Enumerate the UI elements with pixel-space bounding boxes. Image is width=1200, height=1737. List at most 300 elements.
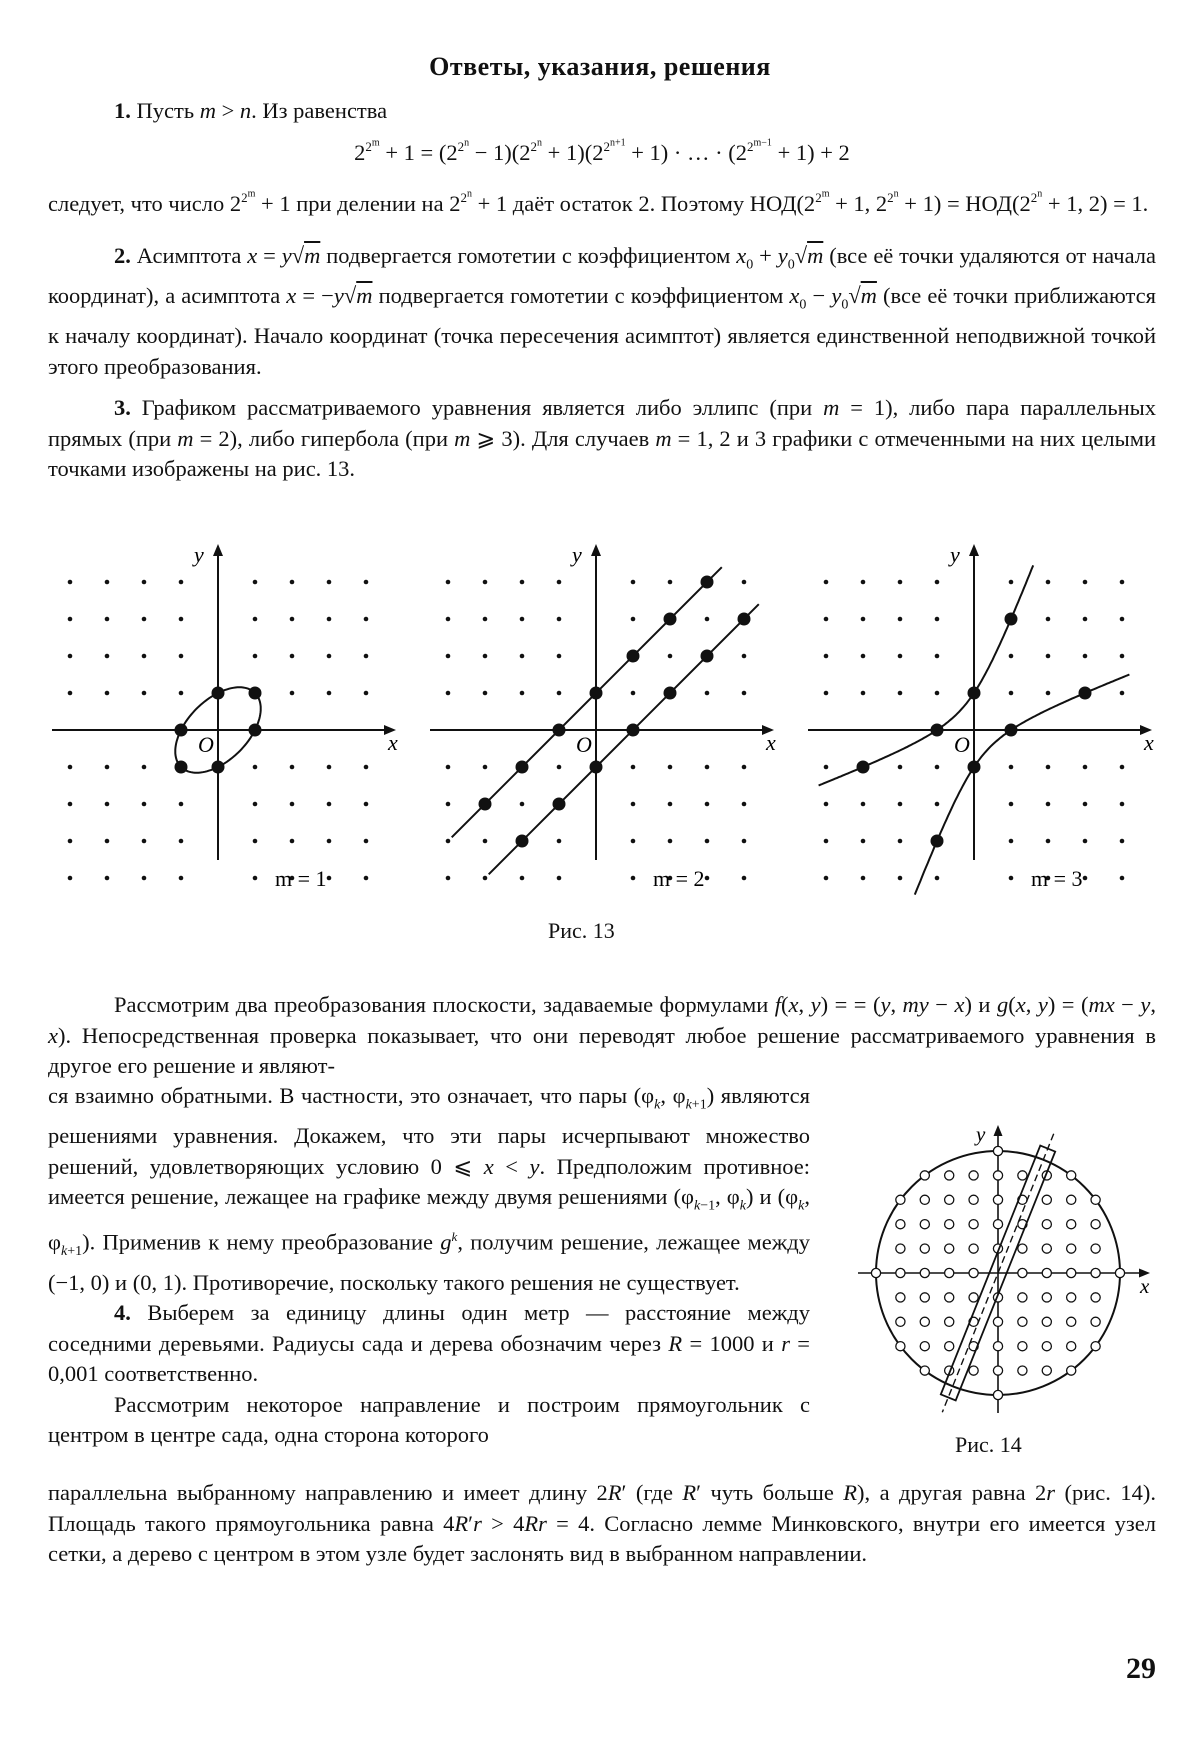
grid-dot — [446, 839, 451, 844]
line-y-eq-x-minus-1 — [489, 604, 759, 874]
tree — [993, 1317, 1002, 1326]
answer-2: 2. Асимптота x = y√m подвергается гомотетии с коэффициентом x0 + y0√m (все её точки удаляются от начала координат), а асимптота x = −y√m подвергается гомотетии с коэффициентом x0 − y0√m (все её точки приближаются к началу координат). Начало координат (точка пересечения асимптот) является единственной неподвижной точкой этого преобразования. — [48, 241, 1156, 382]
answer-1-formula: 22m + 1 = (22n − 1)(22n + 1)(22n+1 + 1) · … · (22m−1 + 1) + 2 — [48, 138, 1156, 166]
grid-dot — [1046, 580, 1051, 585]
grid-dot — [142, 839, 147, 844]
solution-point — [249, 687, 262, 700]
x-axis-label: x — [1143, 730, 1154, 755]
grid-dot — [105, 691, 110, 696]
grid-dot — [364, 876, 369, 881]
grid-dot — [861, 617, 866, 622]
solution-point — [1005, 613, 1018, 626]
grid-dot — [1120, 654, 1125, 659]
tree — [1042, 1317, 1051, 1326]
tree — [920, 1366, 929, 1375]
tree — [969, 1220, 978, 1229]
solution-point — [516, 835, 529, 848]
solution-point — [1079, 687, 1092, 700]
y-axis-arrow — [591, 544, 601, 556]
solution-point — [968, 761, 981, 774]
grid-dot — [1083, 654, 1088, 659]
tree — [1042, 1366, 1051, 1375]
hyperbola-branch-upper — [819, 565, 1034, 785]
answer-2-number: 2. — [114, 243, 131, 268]
tree — [1042, 1293, 1051, 1302]
grid-dot — [861, 802, 866, 807]
tree — [896, 1293, 905, 1302]
x-axis-label: x — [387, 730, 398, 755]
grid-dot — [631, 617, 636, 622]
grid-dot — [520, 691, 525, 696]
grid-dot — [105, 580, 110, 585]
grid-dot — [364, 802, 369, 807]
grid-dot — [179, 802, 184, 807]
grid-dot — [327, 839, 332, 844]
x-axis-label: x — [1139, 1274, 1150, 1298]
tree — [1018, 1366, 1027, 1375]
grid-dot — [520, 654, 525, 659]
line-y-eq-x-plus-1 — [452, 567, 722, 837]
panel-label: m = 2 — [653, 866, 705, 891]
grid-dot — [742, 839, 747, 844]
tree — [896, 1195, 905, 1204]
grid-dot — [1046, 617, 1051, 622]
tree — [1091, 1244, 1100, 1253]
grid-dot — [1009, 765, 1014, 770]
grid-dot — [898, 691, 903, 696]
grid-dot — [105, 765, 110, 770]
tree — [920, 1317, 929, 1326]
tree — [993, 1146, 1002, 1155]
tree — [1018, 1268, 1027, 1277]
grid-dot — [668, 839, 673, 844]
grid-dot — [824, 580, 829, 585]
grid-dot — [1046, 654, 1051, 659]
tree — [969, 1366, 978, 1375]
answer-3-number: 3. — [114, 395, 131, 420]
grid-dot — [935, 617, 940, 622]
tree — [1091, 1317, 1100, 1326]
grid-dot — [1046, 691, 1051, 696]
tree — [1067, 1342, 1076, 1351]
tree — [1067, 1195, 1076, 1204]
grid-dot — [68, 876, 73, 881]
grid-dot — [935, 691, 940, 696]
grid-dot — [327, 802, 332, 807]
grid-dot — [1120, 617, 1125, 622]
tree — [993, 1390, 1002, 1399]
grid-dot — [68, 580, 73, 585]
grid-dot — [68, 802, 73, 807]
tree — [1067, 1366, 1076, 1375]
grid-dot — [483, 691, 488, 696]
grid-dot — [520, 876, 525, 881]
grid-dot — [742, 876, 747, 881]
solution-point — [553, 724, 566, 737]
tree — [1018, 1342, 1027, 1351]
grid-dot — [179, 876, 184, 881]
grid-dot — [142, 802, 147, 807]
grid-dot — [861, 580, 866, 585]
grid-dot — [861, 839, 866, 844]
tree — [920, 1244, 929, 1253]
solution-point — [479, 798, 492, 811]
answer-3: 3. Графиком рассматриваемого уравнения является либо эллипс (при m = 1), либо пара параллельных прямых (при m = 2), либо гипербола (при m ⩾ 3). Для случаев m = 1, 2 и 3 графики с отмеченными на них целыми точками изображены на рис. 13. — [48, 393, 1156, 485]
grid-dot — [179, 691, 184, 696]
solution-point — [590, 761, 603, 774]
grid-dot — [1083, 802, 1088, 807]
grid-dot — [935, 876, 940, 881]
grid-dot — [364, 580, 369, 585]
tree — [920, 1342, 929, 1351]
grid-dot — [179, 617, 184, 622]
minkowski-paragraph: параллельна выбранному направлению и имеет длину 2R′ (где R′ чуть больше R), а другая равна 2r (рис. 14). Площадь такого прямоугольника равна 4R′r > 4Rr = 4. Согласно лемме Минковского, внутри его имеется узел сетки, а дерево с центром в этом узле будет заслонять вид в выбранном направлении. — [48, 1478, 1156, 1570]
tree — [1018, 1244, 1027, 1253]
tree — [969, 1195, 978, 1204]
grid-dot — [557, 765, 562, 770]
tree — [993, 1366, 1002, 1375]
grid-dot — [68, 839, 73, 844]
solution-point — [516, 761, 529, 774]
y-axis-arrow — [994, 1125, 1003, 1136]
transformation-paragraph-cont: ся взаимно обратными. В частности, это означает, что пары (φk, φk+1) являются решениями уравнения. Докажем, что эти пары исчерпывают множество решений, удовлетворяющих условию 0 ⩽ x < y. Предположим противное: имеется решение, лежащее на графике между двумя решениями (φk−1, φk) и (φk, φk+1). Применив к нему преобразование gk, получим решение, лежащее между (−1, 0) и (0, 1). Противоречие, поскольку такого решения не существует. 4. Выберем за единицу длины один метр — расстояние между соседними деревьями. Радиусы сада и дерева обозначим через R = 1000 и r = 0,001 соответственно. Рассмотрим некоторое направление и построим прямоугольник с центром в центре сада, одна сторона которого — [48, 1081, 810, 1451]
tree — [920, 1220, 929, 1229]
grid-dot — [253, 876, 258, 881]
grid-dot — [142, 876, 147, 881]
grid-dot — [898, 580, 903, 585]
solution-point — [931, 835, 944, 848]
grid-dot — [631, 802, 636, 807]
grid-dot — [290, 839, 295, 844]
grid-dot — [179, 839, 184, 844]
grid-dot — [861, 691, 866, 696]
y-axis-arrow — [213, 544, 223, 556]
grid-dot — [1083, 765, 1088, 770]
grid-dot — [557, 691, 562, 696]
solution-point — [553, 798, 566, 811]
grid-dot — [705, 617, 710, 622]
tree — [945, 1244, 954, 1253]
grid-dot — [290, 617, 295, 622]
tree — [1042, 1195, 1051, 1204]
grid-dot — [742, 691, 747, 696]
grid-dot — [520, 802, 525, 807]
panel-label: m = 3 — [1031, 866, 1083, 891]
grid-dot — [557, 654, 562, 659]
grid-dot — [631, 876, 636, 881]
grid-dot — [824, 876, 829, 881]
y-axis-label: y — [974, 1122, 986, 1146]
grid-dot — [290, 580, 295, 585]
grid-dot — [364, 654, 369, 659]
grid-dot — [483, 580, 488, 585]
grid-dot — [935, 765, 940, 770]
tree — [896, 1268, 905, 1277]
solution-point — [857, 761, 870, 774]
grid-dot — [446, 765, 451, 770]
grid-dot — [1009, 691, 1014, 696]
origin-label: O — [198, 732, 214, 757]
grid-dot — [1083, 876, 1088, 881]
grid-dot — [1046, 802, 1051, 807]
grid-dot — [253, 839, 258, 844]
tree — [945, 1268, 954, 1277]
grid-dot — [1120, 876, 1125, 881]
grid-dot — [253, 802, 258, 807]
grid-dot — [483, 654, 488, 659]
grid-dot — [364, 765, 369, 770]
tree — [1042, 1342, 1051, 1351]
grid-dot — [557, 580, 562, 585]
answer-4-number: 4. — [114, 1300, 131, 1325]
grid-dot — [327, 691, 332, 696]
grid-dot — [668, 765, 673, 770]
grid-dot — [824, 839, 829, 844]
grid-dot — [935, 654, 940, 659]
solution-point — [701, 650, 714, 663]
grid-dot — [1120, 691, 1125, 696]
grid-dot — [631, 765, 636, 770]
figure-13-caption: Рис. 13 — [548, 918, 615, 944]
tree — [871, 1268, 880, 1277]
y-axis-label: y — [192, 542, 204, 567]
grid-dot — [1009, 876, 1014, 881]
grid-dot — [1009, 654, 1014, 659]
grid-dot — [520, 617, 525, 622]
grid-dot — [142, 654, 147, 659]
grid-dot — [898, 765, 903, 770]
grid-dot — [142, 580, 147, 585]
grid-dot — [742, 580, 747, 585]
grid-dot — [142, 691, 147, 696]
grid-dot — [935, 802, 940, 807]
grid-dot — [290, 691, 295, 696]
page-number: 29 — [1126, 1652, 1156, 1686]
grid-dot — [824, 654, 829, 659]
grid-dot — [327, 617, 332, 622]
grid-dot — [705, 691, 710, 696]
grid-dot — [105, 617, 110, 622]
grid-dot — [705, 876, 710, 881]
grid-dot — [1120, 839, 1125, 844]
grid-dot — [179, 654, 184, 659]
solution-point — [701, 576, 714, 589]
tree — [896, 1342, 905, 1351]
grid-dot — [557, 876, 562, 881]
grid-dot — [105, 876, 110, 881]
grid-dot — [742, 802, 747, 807]
tree — [993, 1171, 1002, 1180]
tree — [1091, 1342, 1100, 1351]
grid-dot — [631, 691, 636, 696]
tree — [1042, 1244, 1051, 1253]
grid-dot — [68, 654, 73, 659]
grid-dot — [898, 654, 903, 659]
tree — [993, 1195, 1002, 1204]
grid-dot — [483, 876, 488, 881]
tree — [920, 1171, 929, 1180]
tree — [1091, 1293, 1100, 1302]
grid-dot — [668, 654, 673, 659]
tree — [896, 1220, 905, 1229]
answer-1 — [48, 96, 1156, 127]
grid-dot — [1046, 765, 1051, 770]
panel-m2 — [430, 542, 776, 891]
tree — [945, 1195, 954, 1204]
grid-dot — [446, 691, 451, 696]
tree — [1091, 1268, 1100, 1277]
transformation-paragraph: Рассмотрим два преобразования плоскости, задаваемые формулами f(x, y) = = (y, my − x) и g(x, y) = (mx − y, x). Непосредственная проверка показывает, что они переводят любое решение рассматриваемого уравнения в другое его решение и являют- — [48, 990, 1156, 1082]
grid-dot — [742, 765, 747, 770]
tree — [1067, 1268, 1076, 1277]
answer-1-number: 1. — [114, 98, 131, 123]
grid-dot — [631, 580, 636, 585]
grid-dot — [446, 802, 451, 807]
grid-dot — [253, 617, 258, 622]
grid-dot — [105, 839, 110, 844]
grid-dot — [1120, 765, 1125, 770]
grid-dot — [1009, 802, 1014, 807]
grid-dot — [705, 802, 710, 807]
grid-dot — [142, 765, 147, 770]
tree — [969, 1244, 978, 1253]
grid-dot — [446, 654, 451, 659]
grid-dot — [446, 876, 451, 881]
tree — [1018, 1171, 1027, 1180]
grid-dot — [1046, 839, 1051, 844]
tree — [945, 1342, 954, 1351]
grid-dot — [105, 802, 110, 807]
grid-dot — [824, 617, 829, 622]
grid-dot — [898, 839, 903, 844]
grid-dot — [1083, 617, 1088, 622]
grid-dot — [327, 876, 332, 881]
grid-dot — [861, 876, 866, 881]
origin-label: O — [954, 732, 970, 757]
grid-dot — [483, 765, 488, 770]
panel-m1 — [52, 542, 398, 891]
grid-dot — [327, 654, 332, 659]
solution-point — [738, 613, 751, 626]
grid-dot — [898, 876, 903, 881]
tree — [1042, 1268, 1051, 1277]
tree — [993, 1220, 1002, 1229]
solution-point — [175, 724, 188, 737]
solution-point — [1005, 724, 1018, 737]
tree — [1091, 1220, 1100, 1229]
tree — [945, 1220, 954, 1229]
tree — [920, 1293, 929, 1302]
y-axis-label: y — [570, 542, 582, 567]
solution-point — [212, 687, 225, 700]
solution-point — [249, 724, 262, 737]
tree — [993, 1342, 1002, 1351]
answer-1-continuation: следует, что число 22m + 1 при делении на 22n + 1 даёт остаток 2. Поэтому НОД(22m + 1, 22n + 1) = НОД(22n + 1, 2) = 1. — [48, 180, 1156, 219]
tree — [920, 1195, 929, 1204]
hyperbola-branch-lower — [915, 675, 1130, 895]
tree — [1067, 1244, 1076, 1253]
grid-dot — [179, 580, 184, 585]
grid-dot — [1120, 802, 1125, 807]
tree — [1018, 1293, 1027, 1302]
tree — [969, 1171, 978, 1180]
grid-dot — [898, 617, 903, 622]
solution-point — [931, 724, 944, 737]
grid-dot — [327, 580, 332, 585]
grid-dot — [446, 580, 451, 585]
grid-dot — [668, 580, 673, 585]
grid-dot — [68, 617, 73, 622]
tree — [1018, 1317, 1027, 1326]
solution-point — [627, 724, 640, 737]
tree — [896, 1244, 905, 1253]
grid-dot — [935, 580, 940, 585]
panel-label: m = 1 — [275, 866, 327, 891]
tree — [1067, 1171, 1076, 1180]
grid-dot — [290, 765, 295, 770]
tree — [1067, 1293, 1076, 1302]
grid-dot — [364, 691, 369, 696]
origin-label: O — [576, 732, 592, 757]
tree — [1067, 1317, 1076, 1326]
solution-point — [175, 761, 188, 774]
grid-dot — [520, 580, 525, 585]
grid-dot — [705, 839, 710, 844]
grid-dot — [364, 617, 369, 622]
tree — [1115, 1268, 1124, 1277]
grid-dot — [1083, 580, 1088, 585]
grid-dot — [68, 691, 73, 696]
tree — [969, 1293, 978, 1302]
grid-dot — [253, 765, 258, 770]
solution-point — [627, 650, 640, 663]
grid-dot — [1083, 839, 1088, 844]
grid-dot — [364, 839, 369, 844]
figure-14-caption: Рис. 14 — [955, 1432, 1022, 1458]
grid-dot — [68, 765, 73, 770]
panel-m3 — [808, 542, 1154, 895]
grid-dot — [1009, 580, 1014, 585]
grid-dot — [1009, 839, 1014, 844]
solution-point — [664, 613, 677, 626]
grid-dot — [446, 617, 451, 622]
grid-dot — [861, 654, 866, 659]
grid-dot — [631, 839, 636, 844]
grid-dot — [1120, 580, 1125, 585]
tree — [1067, 1220, 1076, 1229]
grid-dot — [824, 765, 829, 770]
tree — [896, 1317, 905, 1326]
figure-13 — [40, 540, 1170, 910]
grid-dot — [253, 580, 258, 585]
y-axis-arrow — [969, 544, 979, 556]
tree — [945, 1317, 954, 1326]
solution-point — [664, 687, 677, 700]
grid-dot — [557, 617, 562, 622]
grid-dot — [105, 654, 110, 659]
tree — [920, 1268, 929, 1277]
grid-dot — [290, 654, 295, 659]
solution-point — [212, 761, 225, 774]
answer-1-intro: Пусть m > n. Из равенства — [137, 98, 388, 123]
tree — [1042, 1220, 1051, 1229]
page-title: Ответы, указания, решения — [0, 52, 1200, 82]
book-page — [0, 0, 1200, 1737]
x-axis-label: x — [765, 730, 776, 755]
grid-dot — [898, 802, 903, 807]
grid-dot — [705, 765, 710, 770]
figure-14 — [850, 1108, 1170, 1428]
